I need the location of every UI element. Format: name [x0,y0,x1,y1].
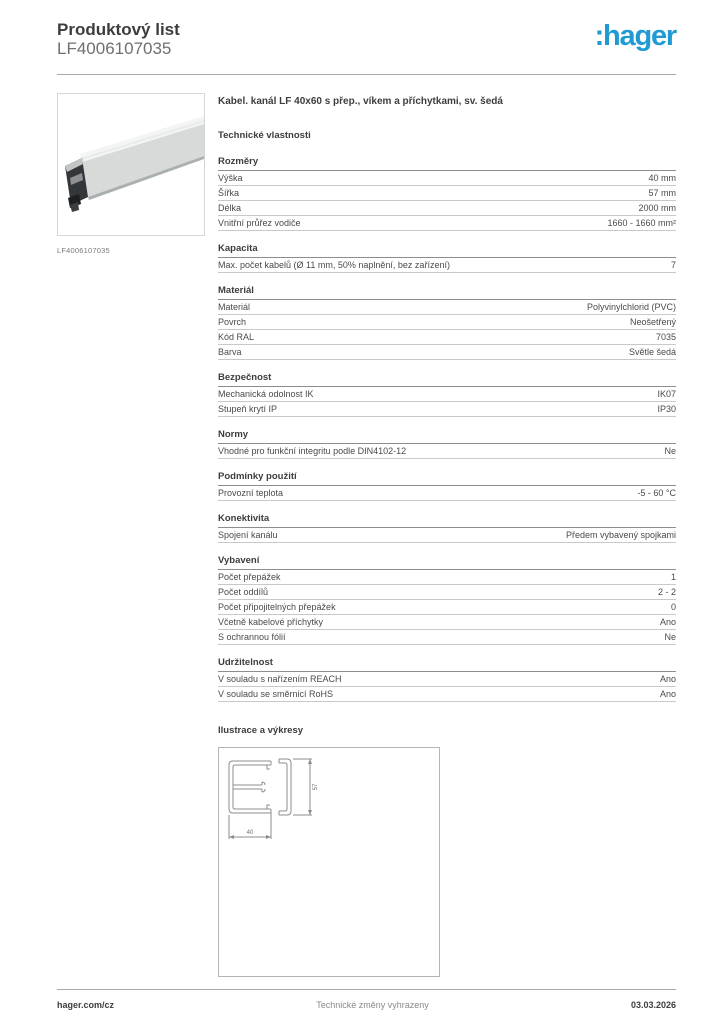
spec-label: V souladu se směrnicí RoHS [218,689,334,699]
spec-label: Šířka [218,188,240,198]
spec-value: Neošetřený [629,317,676,327]
header-title-block [57,20,180,58]
tech-properties-heading: Technické vlastnosti [218,130,311,141]
spec-label: Provozní teplota [218,488,284,498]
spec-label: Vhodné pro funkční integritu podle DIN4102-12 [218,446,407,456]
spec-label: Výška [218,173,243,183]
spec-section-title: Vybavení [218,555,676,570]
spec-value: 1660 - 1660 mm² [607,218,676,228]
footer [57,1000,676,1010]
spec-label: Počet přepážek [218,572,281,582]
spec-row [218,345,676,360]
footer-divider [57,989,676,990]
spec-section [218,657,676,702]
spec-value: Předem vybavený spojkami [565,530,676,540]
spec-label: Povrch [218,317,247,327]
spec-sections [218,156,676,702]
spec-value: 40 mm [648,173,676,183]
technical-drawing-box [218,747,440,977]
spec-value: 57 mm [648,188,676,198]
spec-label: Délka [218,203,242,213]
spec-value: 1 [670,572,676,582]
spec-section-title: Normy [218,429,676,444]
spec-value: 2000 mm [638,203,676,213]
spec-row [218,387,676,402]
spec-value: 7 [670,260,676,270]
spec-row [218,585,676,600]
body [57,93,676,977]
spec-row [218,315,676,330]
spec-label: Materiál [218,302,251,312]
spec-section [218,156,676,231]
footer-website-link[interactable]: hager.com/cz [57,1000,115,1010]
spec-section [218,285,676,360]
spec-label: Mechanická odolnost IK [218,389,314,399]
spec-value: 2 - 2 [657,587,676,597]
product-title: Kabel. kanál LF 40x60 s přep., víkem a příchytkami, sv. šedá [218,96,503,107]
spec-section [218,243,676,273]
header [57,20,676,58]
spec-section-title: Rozměry [218,156,676,171]
spec-row [218,201,676,216]
product-photo-caption: LF4006107035 [57,246,110,255]
spec-row [218,444,676,459]
spec-row [218,486,676,501]
content-column [218,93,676,977]
spec-value: Ne [664,446,676,456]
spec-value: 7035 [655,332,676,342]
spec-label: S ochrannou fólií [218,632,286,642]
spec-value: -5 - 60 °C [637,488,676,498]
spec-value: Ano [659,689,676,699]
spec-section-title: Bezpečnost [218,372,676,387]
spec-row [218,528,676,543]
spec-section [218,555,676,645]
spec-row [218,216,676,231]
product-code: LF4006107035 [57,39,172,59]
product-photo [57,93,205,236]
spec-row [218,171,676,186]
doc-type-title: Produktový list [57,20,180,39]
spec-label: Včetně kabelové příchytky [218,617,324,627]
spec-row [218,630,676,645]
spec-value: 0 [670,602,676,612]
dimension-label-height: 57 [313,783,319,791]
spec-row [218,600,676,615]
footer-disclaimer: Technické změny vyhrazeny [316,1000,429,1010]
spec-label: Spojení kanálu [218,530,278,540]
spec-section-title: Kapacita [218,243,676,258]
spec-value: IP30 [657,404,676,414]
spec-label: Počet připojitelných přepážek [218,602,336,612]
illustrations-heading: Ilustrace a výkresy [218,725,304,736]
spec-row [218,672,676,687]
spec-row [218,402,676,417]
spec-row [218,570,676,585]
cross-section-drawing [224,753,334,848]
spec-section [218,429,676,459]
spec-label: Počet oddílů [218,587,269,597]
spec-row [218,186,676,201]
footer-date: 03.03.2026 [630,1000,676,1010]
spec-value: Ano [659,617,676,627]
dimension-label-width: 40 [246,830,254,836]
spec-value: IK07 [657,389,676,399]
spec-label: Stupeň krytí IP [218,404,278,414]
spec-row [218,615,676,630]
spec-value: Světle šedá [628,347,676,357]
spec-row [218,258,676,273]
spec-row [218,300,676,315]
header-divider [57,74,676,75]
spec-section [218,471,676,501]
spec-section [218,513,676,543]
hager-logo: :hager [594,20,676,52]
spec-section-title: Materiál [218,285,676,300]
spec-value: Polyvinylchlorid (PVC) [586,302,676,312]
spec-label: Barva [218,347,242,357]
spec-label: V souladu s nařízením REACH [218,674,342,684]
spec-section [218,372,676,417]
spec-section-title: Podmínky použití [218,471,676,486]
spec-label: Vnitřní průřez vodiče [218,218,301,228]
spec-label: Kód RAL [218,332,255,342]
left-column [57,93,205,977]
spec-section-title: Udržitelnost [218,657,676,672]
spec-row [218,330,676,345]
spec-section-title: Konektivita [218,513,676,528]
spec-label: Max. počet kabelů (Ø 11 mm, 50% naplnění, bez zařízení) [218,260,450,270]
product-photo-image [58,94,204,235]
spec-row [218,687,676,702]
spec-value: Ne [664,632,676,642]
spec-value: Ano [659,674,676,684]
